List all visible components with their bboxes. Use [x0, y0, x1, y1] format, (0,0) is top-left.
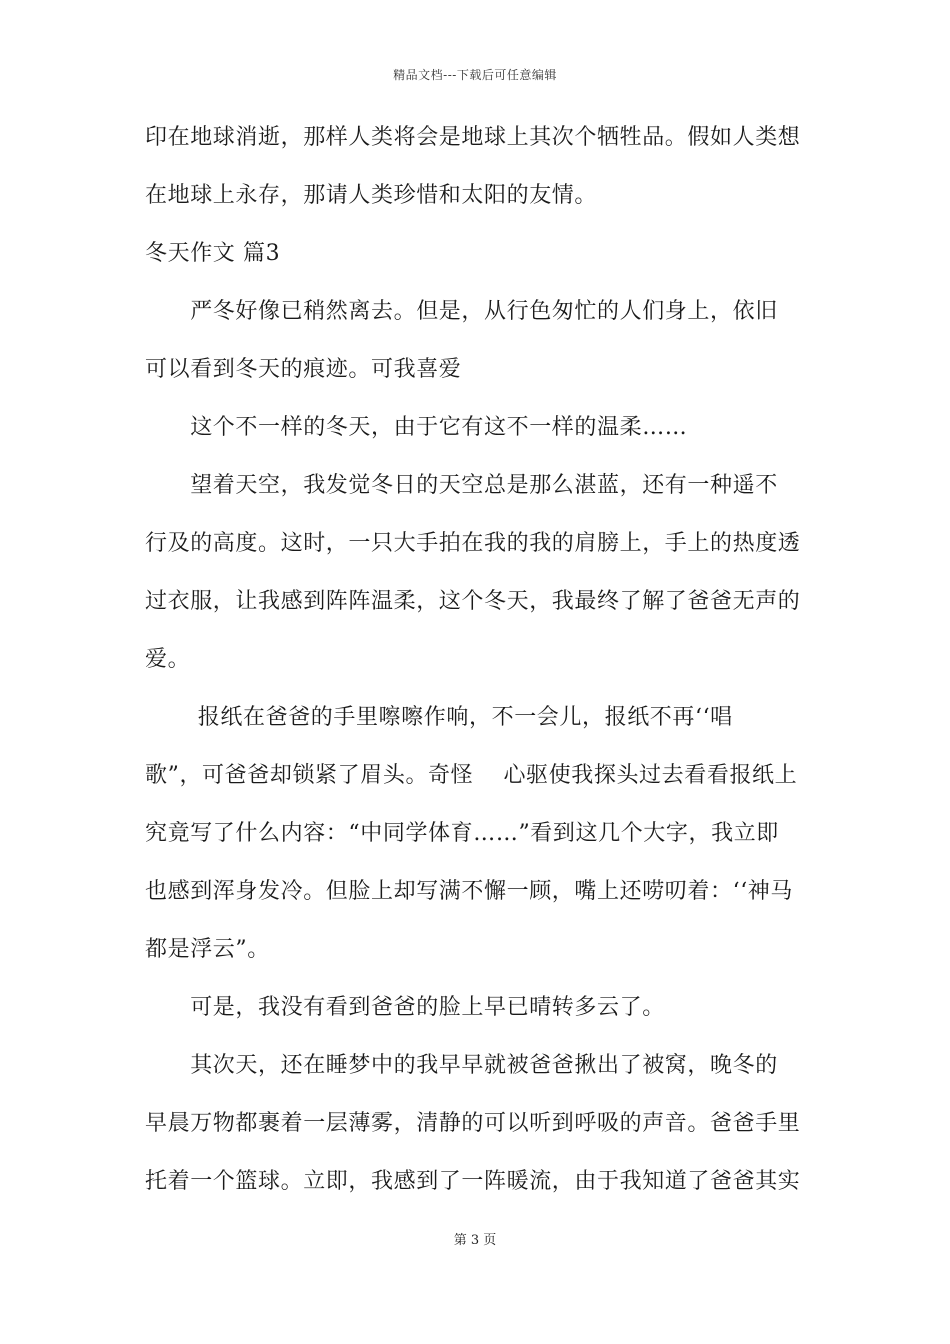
- text-line: 严冬好像已稍然离去。但是，从行色匆忙的人们身上，依旧: [145, 299, 778, 324]
- text-line: 行及的高度。这时，一只大手拍在我的我的肩膀上，手上的热度透: [145, 531, 801, 556]
- text-line: 报纸在爸爸的手里嚓嚓作响，不一会儿，报纸不再‘‘唱: [145, 705, 733, 730]
- text-line: 印在地球消逝，那样人类将会是地球上其次个牺牲品。假如人类想: [145, 125, 801, 150]
- text-line: 爱。: [145, 647, 191, 672]
- document-body: [145, 124, 817, 1196]
- text-line: 究竟写了什么内容：“中同学体育……”看到这几个大字，我立即: [145, 821, 779, 846]
- text-line: 都是浮云”。: [145, 937, 270, 962]
- text-line: 早晨万物都裹着一层薄雾，清静的可以听到呼吸的声音。爸爸手里: [145, 1111, 801, 1136]
- text-line: 托着一个篮球。立即，我感到了一阵暖流，由于我知道了爸爸其实: [145, 1169, 801, 1194]
- text-line: 在地球上永存，那请人类珍惜和太阳的友情。: [145, 183, 598, 208]
- text-line: 望着天空，我发觉冬日的天空总是那么湛蓝，还有一种遥不: [145, 473, 778, 498]
- section-title: 冬天作文 篇3: [145, 241, 281, 266]
- page-number: 第 3 页: [453, 1233, 497, 1248]
- text-line: 这个不一样的冬天，由于它有这不一样的温柔……: [145, 415, 688, 440]
- text-line: 也感到浑身发冷。但脸上却写满不懈一顾，嘴上还唠叨着：‘‘神马: [145, 879, 793, 904]
- text-line: 可是，我没有看到爸爸的脸上早已晴转多云了。: [145, 995, 665, 1020]
- text-line: 可以看到冬天的痕迹。可我喜爱: [145, 357, 462, 382]
- text-line: 其次天，还在睡梦中的我早早就被爸爸揪出了被窝，晚冬的: [145, 1053, 778, 1078]
- text-line: 过衣服，让我感到阵阵温柔，这个冬天，我最终了解了爸爸无声的: [145, 589, 801, 614]
- page-header: 精品文档---下载后可任意编辑: [393, 68, 557, 82]
- text-line: 歌”，可爸爸却锁紧了眉头。奇怪 心驱使我探头过去看看报纸上: [145, 763, 798, 788]
